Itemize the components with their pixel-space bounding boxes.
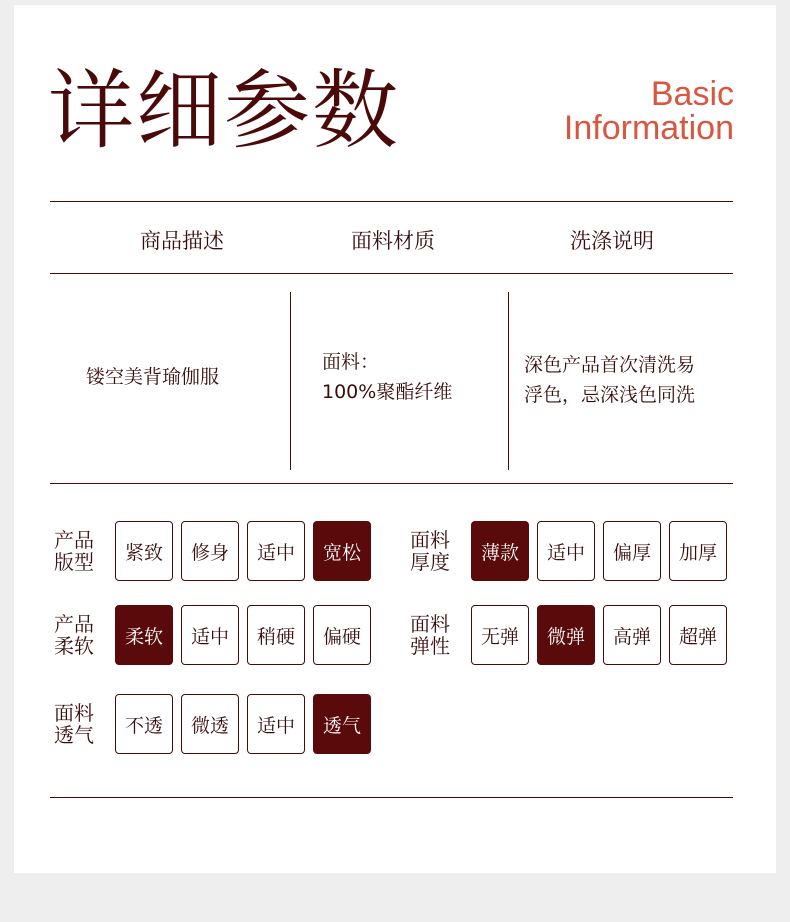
attribute-option: 适中: [537, 521, 595, 581]
washing-value: [524, 350, 695, 410]
attribute-option: 宽松: [313, 521, 371, 581]
attribute-label-line-1: 产品: [54, 528, 94, 552]
parameters-card: [14, 5, 776, 873]
attribute-label-line-2: 弹性: [410, 634, 450, 658]
attribute-option: 微透: [181, 694, 239, 754]
column-header-material: 面料材质: [351, 229, 435, 253]
divider-header: [50, 273, 733, 274]
material-line-2: 100%聚酯纤维: [322, 381, 453, 403]
washing-line-1: 深色产品首次清洗易: [524, 354, 696, 376]
attribute-option: 偏厚: [603, 521, 661, 581]
attribute-label-line-2: 版型: [54, 550, 94, 574]
attribute-option: 紧致: [115, 521, 173, 581]
attribute-option: 稍硬: [247, 605, 305, 665]
attribute-label-line-1: 产品: [54, 612, 94, 636]
attribute-option: 适中: [247, 694, 305, 754]
column-header-description: 商品描述: [140, 229, 224, 253]
attribute-option: 偏硬: [313, 605, 371, 665]
divider-top: [50, 201, 733, 202]
divider-bottom: [50, 797, 733, 798]
attribute-option: 不透: [115, 694, 173, 754]
attribute-option: 透气: [313, 694, 371, 754]
washing-line-2: 浮色，忌深浅色同洗: [524, 384, 696, 406]
attribute-label-line-1: 面料: [410, 528, 450, 552]
column-separator-1: [290, 292, 291, 470]
attribute-label-line-1: 面料: [54, 701, 94, 725]
attribute-option: 高弹: [603, 605, 661, 665]
attribute-option: 微弹: [537, 605, 595, 665]
attribute-option: 适中: [181, 605, 239, 665]
material-value: [322, 347, 452, 407]
attribute-label: [54, 613, 100, 657]
attribute-option: 适中: [247, 521, 305, 581]
attribute-label-line-2: 透气: [54, 723, 94, 747]
attribute-option: 超弹: [669, 605, 727, 665]
attribute-label-line-2: 柔软: [54, 634, 94, 658]
attribute-option: 柔软: [115, 605, 173, 665]
attribute-label-line-1: 面料: [410, 612, 450, 636]
attribute-option: 无弹: [471, 605, 529, 665]
attribute-option: 薄款: [471, 521, 529, 581]
page-title: 详细参数: [48, 61, 400, 161]
subtitle-line-1: Basic: [650, 75, 734, 113]
attribute-label: [410, 529, 456, 573]
attribute-option: 修身: [181, 521, 239, 581]
divider-middle: [50, 483, 733, 484]
attribute-option: 加厚: [669, 521, 727, 581]
attribute-label: [410, 613, 456, 657]
material-line-1: 面料：: [322, 351, 380, 373]
column-separator-2: [508, 292, 509, 470]
attribute-label-line-2: 厚度: [410, 550, 450, 574]
column-header-washing: 洗涤说明: [570, 229, 654, 253]
attribute-label: [54, 529, 100, 573]
subtitle-line-2: Information: [563, 109, 734, 147]
description-value: 镂空美背瑜伽服: [86, 366, 220, 388]
page-subtitle: [564, 77, 734, 145]
attribute-label: [54, 702, 100, 746]
